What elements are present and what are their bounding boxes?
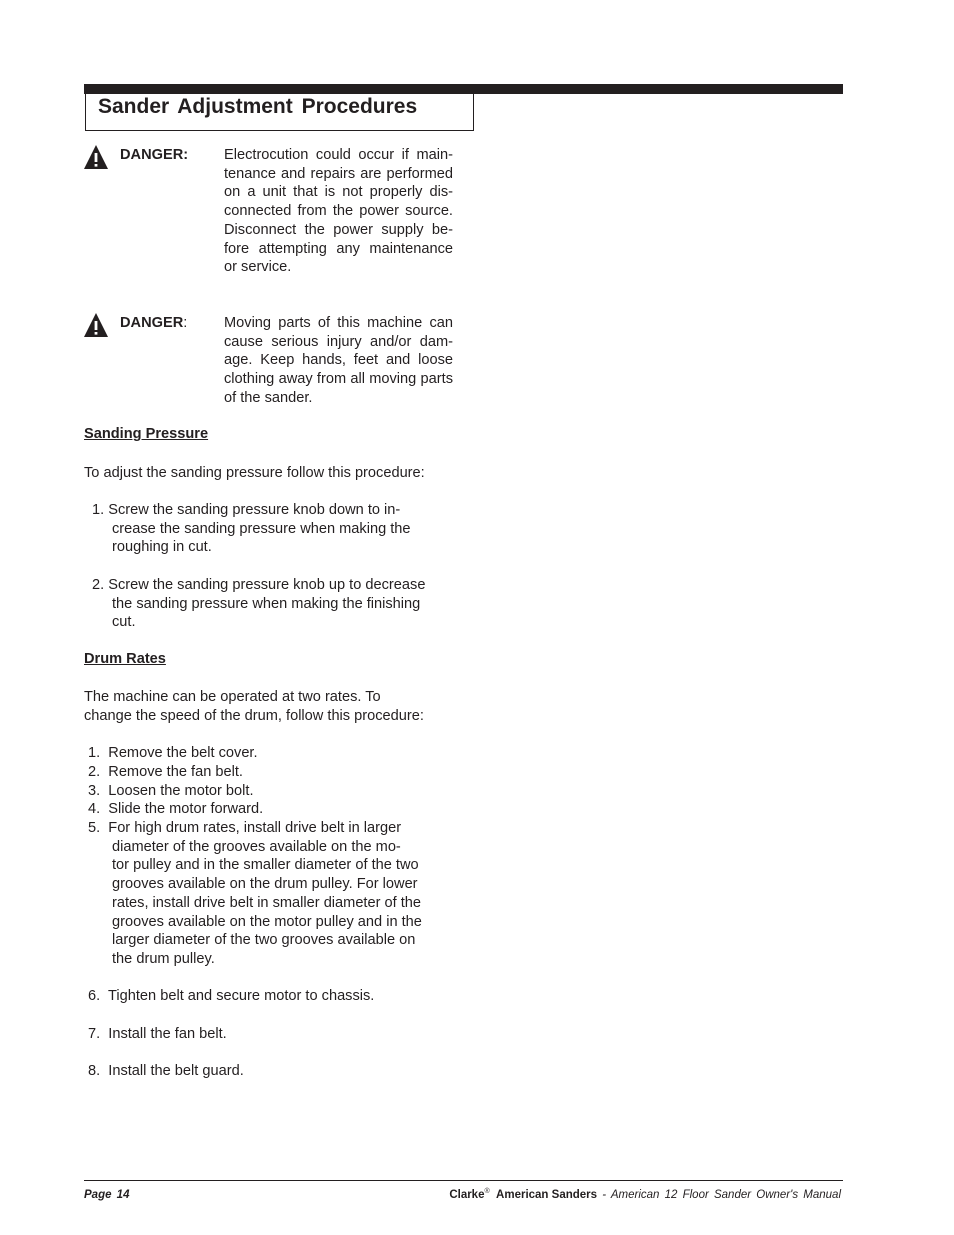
warning-triangle-icon <box>83 144 109 170</box>
section-heading-drum-rates: Drum Rates <box>84 651 166 667</box>
list-item-continuation: cut. <box>112 614 136 630</box>
danger-line: tenance and repairs are performed <box>224 165 453 182</box>
danger-text <box>224 146 453 277</box>
list-item: 3. Loosen the motor bolt. <box>88 783 254 799</box>
danger-line: or service. <box>224 259 292 276</box>
sanding-pressure-intro: To adjust the sanding pressure follow this procedure: <box>84 465 425 481</box>
danger-line: on a unit that is not properly dis- <box>224 184 453 201</box>
company-name: American Sanders <box>496 1189 598 1201</box>
page-number: Page 14 <box>84 1189 130 1201</box>
danger-line: age. Keep hands, feet and loose <box>224 352 453 369</box>
page-title: Sander Adjustment Procedures <box>98 95 418 118</box>
warning-triangle-icon <box>83 312 109 338</box>
danger-line: Moving parts of this machine can <box>224 315 453 331</box>
danger-label: DANGER: <box>120 147 189 163</box>
list-item: 2. Screw the sanding pressure knob up to decrease <box>92 577 426 593</box>
drum-rates-intro: The machine can be operated at two rates. To change the speed of the drum, follow this procedure: <box>84 689 424 724</box>
list-item: 8. Install the belt guard. <box>88 1063 244 1079</box>
list-item: 2. Remove the fan belt. <box>88 764 243 780</box>
danger-line: connected from the power source. <box>224 203 453 220</box>
list-item-continuation: diameter of the grooves available on the mo- <box>112 839 401 855</box>
list-item-continuation: rates, install drive belt in smaller diameter of the <box>112 895 422 911</box>
danger-text <box>224 314 453 408</box>
danger-line: clothing away from all moving parts <box>224 371 453 388</box>
list-item: 4. Slide the motor forward. <box>88 801 264 817</box>
list-item: 1. Remove the belt cover. <box>88 745 258 761</box>
list-item: 5. For high drum rates, install drive belt in larger <box>88 820 402 836</box>
danger-line: Disconnect the power supply be- <box>224 221 453 238</box>
list-item-continuation: larger diameter of the two grooves available on <box>112 932 416 948</box>
list-item-continuation: the drum pulley. <box>112 951 215 967</box>
title-box <box>85 93 474 131</box>
danger-line: of the sander. <box>224 389 313 406</box>
danger-label: DANGER: <box>120 315 188 331</box>
danger-line: Electrocution could occur if main- <box>224 147 453 163</box>
list-item-continuation: grooves available on the drum pulley. For lower <box>112 876 418 892</box>
list-item: 1. Screw the sanding pressure knob down to in- <box>92 502 401 518</box>
section-heading-sanding-pressure: Sanding Pressure <box>84 426 209 442</box>
list-item-continuation: grooves available on the motor pulley and in the <box>112 914 422 930</box>
danger-line: fore attempting any maintenance <box>224 240 453 257</box>
list-item-continuation: crease the sanding pressure when making the <box>112 521 411 537</box>
list-item-continuation: the sanding pressure when making the finishing <box>112 596 421 612</box>
danger-line: cause serious injury and/or dam- <box>224 333 453 350</box>
footer-title: Clarke® American Sanders - American 12 Floor Sander Owner's Manual <box>449 1188 841 1201</box>
brand-name: Clarke <box>449 1189 485 1201</box>
list-item: 7. Install the fan belt. <box>88 1026 227 1042</box>
list-item-continuation: roughing in cut. <box>112 539 212 555</box>
manual-title: - American 12 Floor Sander Owner's Manual <box>597 1189 841 1201</box>
list-item: 6. Tighten belt and secure motor to chassis. <box>88 988 375 1004</box>
list-item-continuation: tor pulley and in the smaller diameter of the two <box>112 857 419 873</box>
footer-rule <box>84 1180 843 1181</box>
